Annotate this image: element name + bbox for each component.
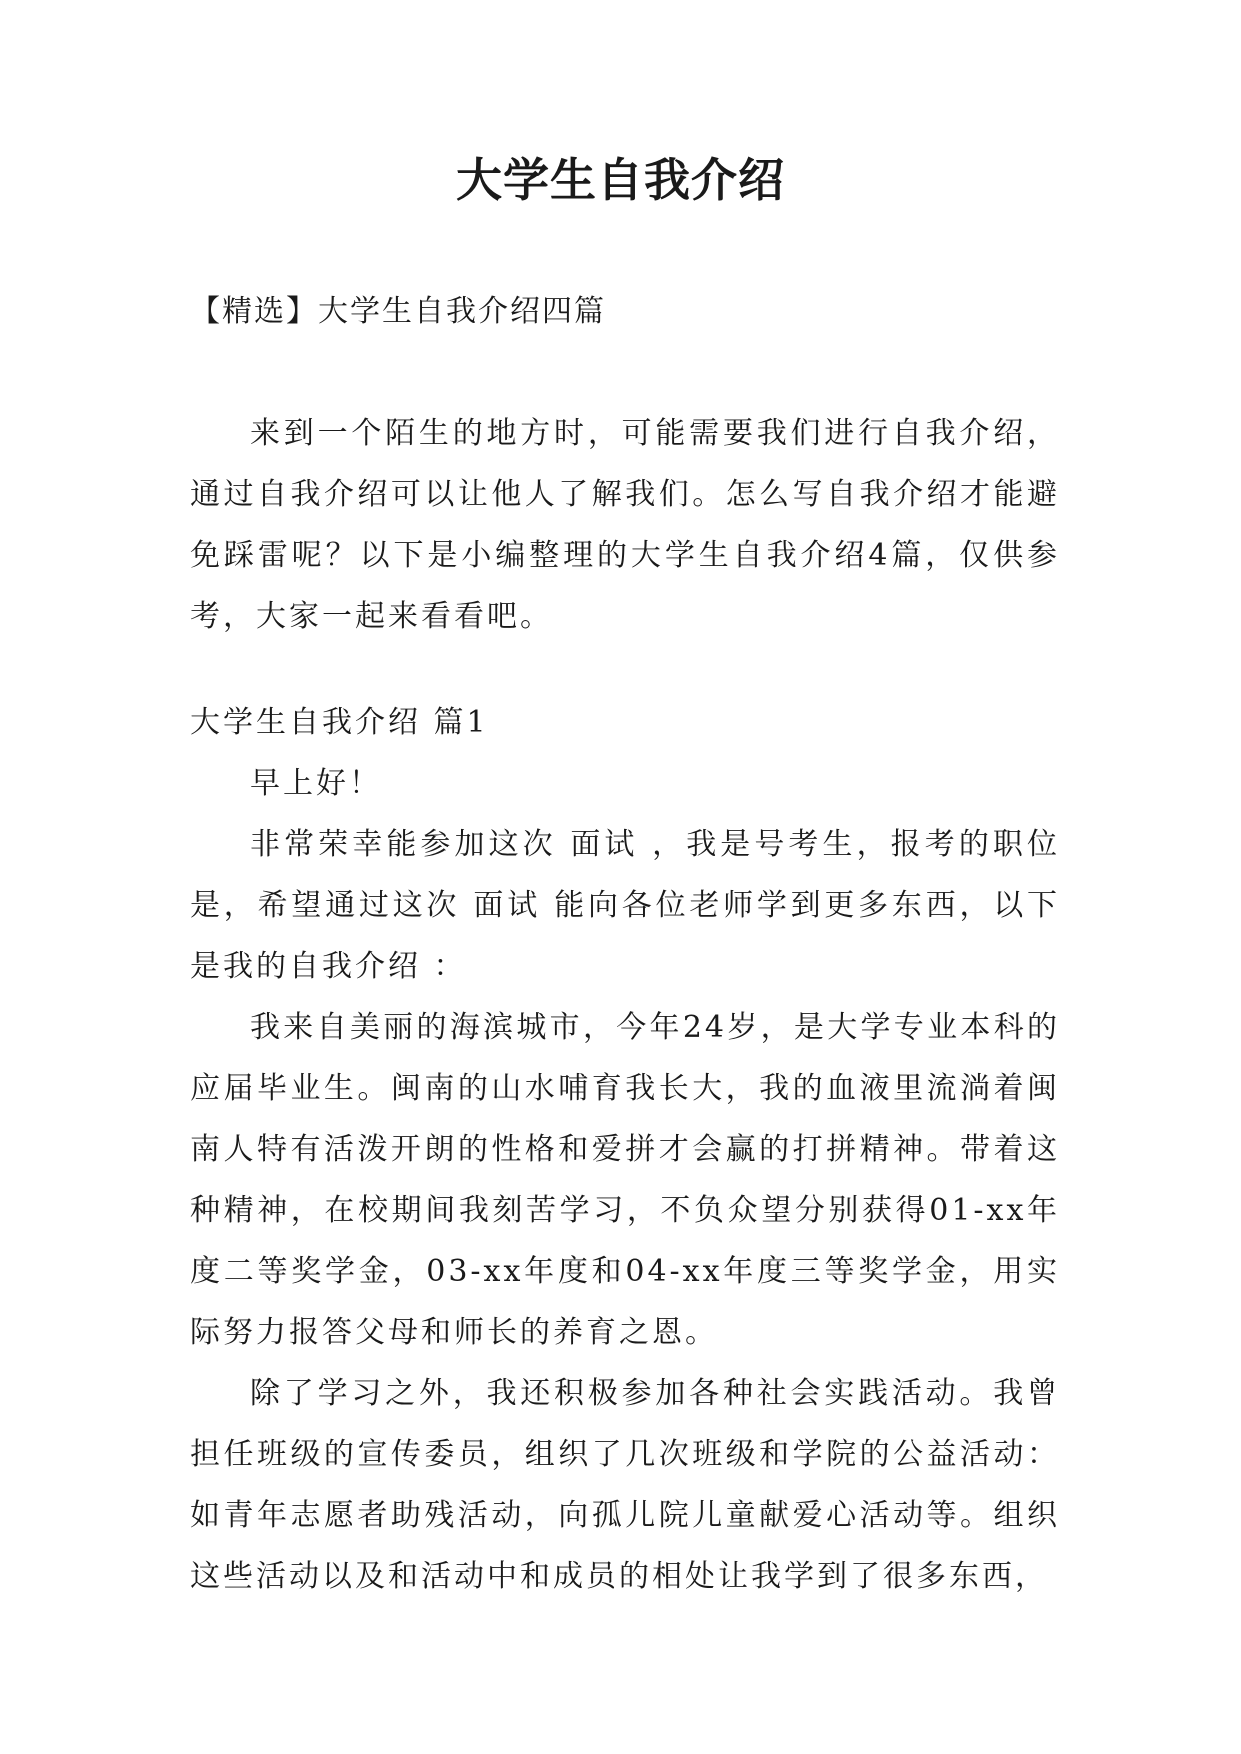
section-heading: 大学生自我介绍 篇1: [190, 705, 489, 740]
page-title: 大学生自我介绍: [456, 153, 785, 207]
body-paragraph: 除了学习之外，我还积极参加各种社会实践活动。我曾担任班级的宣传委员，组织了几次班级和学院的公益活动：如青年志愿者助残活动，向孤儿院儿童献爱心活动等。组织这些活动以及和活动中和成员的相处让我学到了很多东西，: [190, 1376, 1060, 1594]
document-subtitle: 【精选】大学生自我介绍四篇: [190, 294, 606, 329]
section-1: [190, 692, 1060, 1607]
greeting-paragraph: 早上好！: [250, 766, 382, 801]
intro-block: [190, 403, 1060, 647]
intro-paragraph: 来到一个陌生的地方时，可能需要我们进行自我介绍，通过自我介绍可以让他人了解我们。怎么写自我介绍才能避免踩雷呢？以下是小编整理的大学生自我介绍4篇，仅供参考，大家一起来看看吧。: [190, 416, 1060, 634]
body-paragraph: 非常荣幸能参加这次 面试 ，我是号考生，报考的职位是，希望通过这次 面试 能向各位老师学到更多东西，以下是我的自我介绍 ：: [190, 827, 1060, 984]
body-paragraph: 我来自美丽的海滨城市，今年24岁，是大学专业本科的应届毕业生。闽南的山水哺育我长大，我的血液里流淌着闽南人特有活泼开朗的性格和爱拼才会赢的打拼精神。带着这种精神，在校期间我刻苦学习，不负众望分别获得01-xx年度二等奖学金，03-xx年度和04-xx年度三等奖学金，用实际努力报答父母和师长的养育之恩。: [190, 1010, 1060, 1350]
